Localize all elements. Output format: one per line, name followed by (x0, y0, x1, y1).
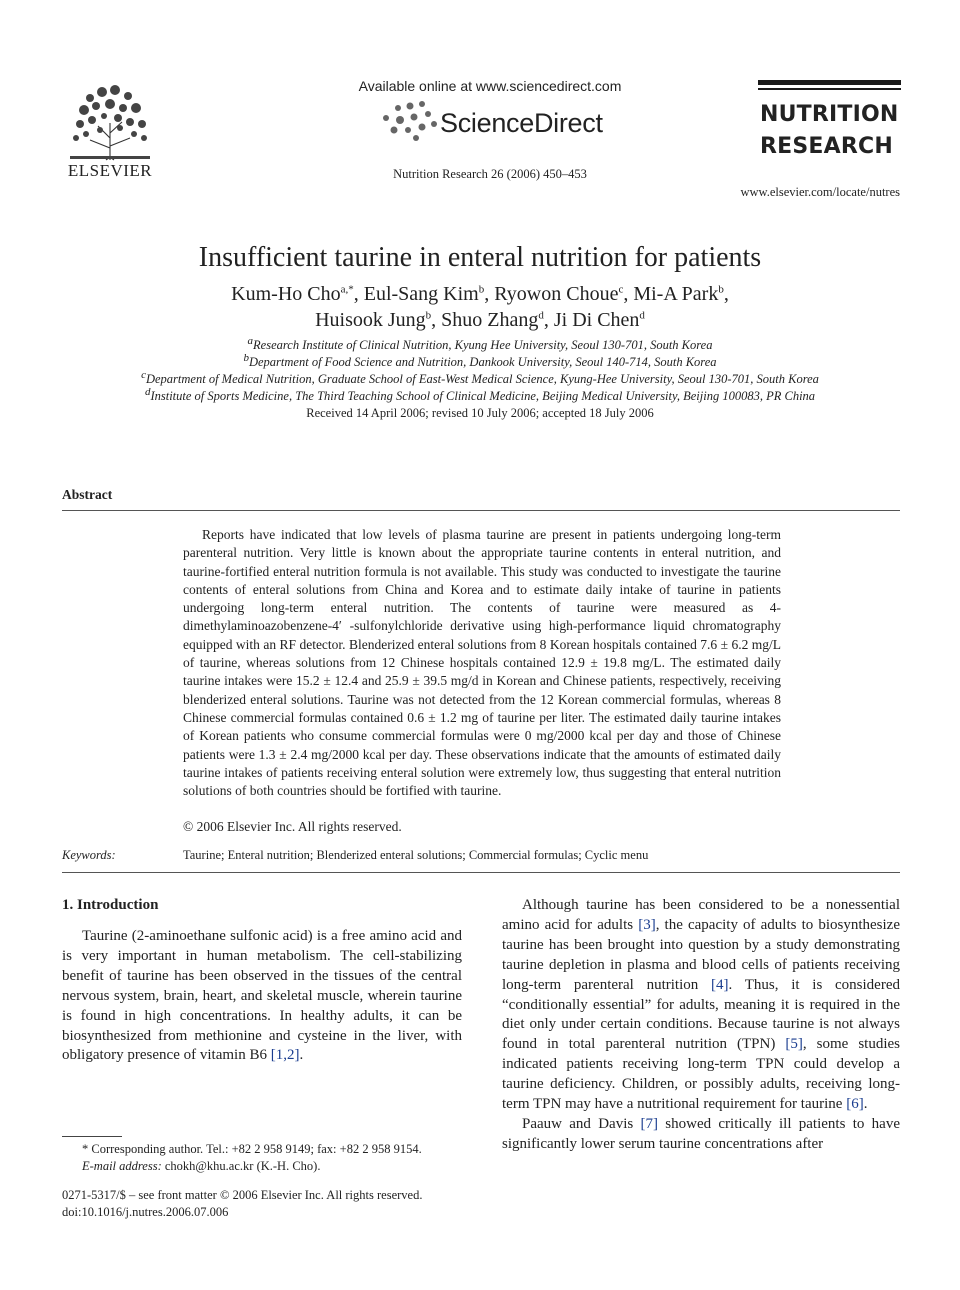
affiliation-mark: b (243, 351, 249, 364)
author-affiliation-mark: a,* (340, 283, 354, 296)
article-title: Insufficient taurine in enteral nutrition for patients (198, 242, 762, 273)
abstract-heading: Abstract (62, 487, 113, 502)
footnote-divider (62, 1136, 122, 1137)
paragraph-text: . (299, 1047, 304, 1064)
body-column-right (502, 896, 900, 1155)
affiliation-a (60, 334, 900, 353)
author-name[interactable]: Ryowon Choue (494, 283, 619, 305)
email-note (62, 1159, 462, 1174)
paragraph-text: Although taurine has been considered to be a nonessential amino acid for adults (502, 897, 900, 933)
corresponding-author-note: * Corresponding author. Tel.: +82 2 958 9149; fax: +82 2 958 9154. (82, 1142, 422, 1156)
affiliation-mark: c (141, 368, 146, 381)
body-paragraph (502, 896, 900, 1115)
citation-link[interactable]: [4] (711, 976, 729, 993)
publisher-name: ELSEVIER (67, 161, 153, 180)
paragraph-text: Paauw and Davis (522, 1115, 641, 1132)
journal-logo (760, 99, 903, 163)
author-name[interactable]: Eul-Sang Kim (363, 283, 479, 305)
journal-logo-line-1: NUTRITION (760, 102, 899, 127)
author-separator: , (543, 309, 554, 331)
author-name[interactable]: Ji Di Chen (553, 309, 640, 331)
email-label: E-mail address: (82, 1159, 162, 1173)
paragraph-text: , some studies indicated patients receiving long-term TPN could develop a taurine deficiency. Children, or possibly adults, receiving long-term TPN may have a nutritional requirement for taurine (502, 1036, 900, 1113)
divider (62, 510, 900, 511)
author-separator: , (431, 309, 442, 331)
author-affiliation-mark: b (478, 283, 485, 296)
section-heading: 1. Introduction (62, 897, 159, 913)
issn-line: 0271-5317/$ – see front matter © 2006 Elsevier Inc. All rights reserved. (62, 1188, 423, 1202)
author-name[interactable]: Kum-Ho Cho (231, 283, 341, 305)
author-affiliation-mark: b (425, 309, 432, 322)
author-separator: , (484, 283, 495, 305)
author-affiliation-mark: c (618, 283, 624, 296)
journal-url-link[interactable]: www.elsevier.com/locate/nutres (740, 185, 900, 199)
author-name[interactable]: Mi-A Park (633, 283, 719, 305)
citation-link[interactable]: [5] (785, 1036, 803, 1053)
author-line-2 (60, 309, 900, 332)
author-separator: , (623, 283, 634, 305)
citation-link[interactable]: [6] (846, 1096, 864, 1113)
paragraph-text: Taurine (2-aminoethane sulfonic acid) is a free amino acid and is very important in human metabolism. The cell-stabilizing benefit of taurine has been observed in the tissues of the central nervous system, brain, heart, and skeletal muscle, wherein taurine is found in high concentrations. In healthy adults, it can be biosynthesized from methionine and cysteine in the liver, with obligatory presence of vitamin B6 (62, 928, 462, 1064)
paragraph-text: . (863, 1096, 868, 1113)
available-online-text[interactable]: Available online at www.sciencedirect.com (358, 78, 622, 94)
affiliation-text: Research Institute of Clinical Nutrition, Kyung Hee University, Seoul 130-701, South Korea (253, 338, 713, 352)
affiliation-text: Institute of Sports Medicine, The Third Teaching School of Clinical Medicine, Beijing Medical University, Beijing 100083, PR China (150, 389, 816, 403)
affiliation-text: Department of Food Science and Nutrition, Dankook University, Seoul 140-714, South Korea (248, 355, 717, 369)
journal-citation: Nutrition Research 26 (2006) 450–453 (393, 167, 587, 181)
author-name[interactable]: Huisook Jung (315, 309, 426, 331)
divider (62, 872, 900, 873)
abstract-copyright: © 2006 Elsevier Inc. All rights reserved. (183, 819, 402, 834)
journal-logo-line-2: RESEARCH (760, 134, 893, 159)
keywords-list: Taurine; Enteral nutrition; Blenderized enteral solutions; Commercial formulas; Cyclic menu (183, 848, 649, 862)
received-dates: Received 14 April 2006; revised 10 July 2006; accepted 18 July 2006 (306, 406, 654, 420)
journal-logo-bar-thin (758, 88, 901, 90)
author-affiliation-mark: d (538, 309, 544, 322)
email-link[interactable]: chokh@khu.ac.kr (K.-H. Cho). (164, 1159, 321, 1173)
affiliation-mark: d (144, 385, 151, 398)
paragraph-text: showed critically ill patients to have significantly lower serum taurine concentrations after (502, 1115, 900, 1152)
paragraph-text: . Thus, it is considered “conditionally essential” for adults, meaning it is required in the diet only under certain conditions. Because taurine is not always found in total parenteral nutrition (TPN) (502, 976, 900, 1053)
sciencedirect-wordmark: ScienceDirect (440, 108, 603, 138)
body-column-left (62, 927, 462, 1066)
citation-link[interactable]: [7] (640, 1115, 658, 1132)
paragraph-text: , the capacity of adults to biosynthesize taurine has been brought into question by a study demonstrating taurine depletion in plasma and blood cells of patients receiving long-term parenteral nutrition (502, 916, 900, 993)
body-paragraph (62, 927, 462, 1066)
citation-link[interactable]: [3] (638, 916, 656, 933)
affiliation-b (60, 351, 900, 370)
citation-link[interactable]: [1,2] (270, 1047, 300, 1064)
abstract-body: Reports have indicated that low levels of plasma taurine are present in patients undergoing long-term parenteral nutrition. Very little is known about the appropriate taurine contents in enteral nutrition, and taurine-fortified enteral nutrition formula is not available. This study was conducted to investigate the taurine contents of enteral solutions from China and Korea and to estimate daily intake of taurine in patients undergoing long-term enteral nutrition. The contents of taurine were measured as 4-dimethylaminoazobenzene-4′ -sulfonylchloride derivative using high-performance liquid chromatography equipped with an RF detector. Blenderized enteral solutions from 8 Korean hospitals contained 7.6 ± 6.2 mg/L of taurine, whereas solutions from 12 Chinese hospitals contained 12.9 ± 19.8 mg/L. The estimated daily taurine intakes were 15.2 ± 12.4 and 25.9 ± 39.5 mg/d in Korean and Chinese patients, respectively, receiving blenderized enteral solutions. Taurine was not detected from the 12 Korean commercial formulas, whereas 8 Chinese commercial formulas contained 0.6 ± 1.2 mg of taurine per liter. The estimated daily taurine intakes of Korean patients who consume commercial formulas were 0 mg/2000 kcal per day and those of Chinese patients were 1.3 ± 2.4 mg/2000 kcal per day. These observations indicate that the amounts of estimated daily taurine intakes of patients receiving enteral solution were extremely low, thus suggesting that enteral nutrition solutions of both countries should be fortified with taurine. (183, 527, 781, 799)
affiliation-c (60, 368, 900, 387)
author-line-1 (60, 283, 900, 306)
author-separator: , (723, 283, 729, 305)
author-affiliation-mark: b (718, 283, 724, 296)
affiliation-d (60, 385, 900, 404)
body-paragraph (502, 1115, 900, 1155)
author-separator: , (353, 283, 364, 305)
keywords-label: Keywords: (62, 848, 116, 862)
affiliation-mark: a (247, 334, 254, 347)
doi-line[interactable]: doi:10.1016/j.nutres.2006.07.006 (62, 1205, 229, 1219)
affiliation-text: Department of Medical Nutrition, Graduate School of East-West Medical Science, Kyung-Hee University, Seoul 130-701, South Korea (145, 372, 819, 386)
author-name[interactable]: Shuo Zhang (441, 309, 539, 331)
journal-logo-bar (758, 80, 901, 85)
author-affiliation-mark: d (639, 309, 645, 322)
